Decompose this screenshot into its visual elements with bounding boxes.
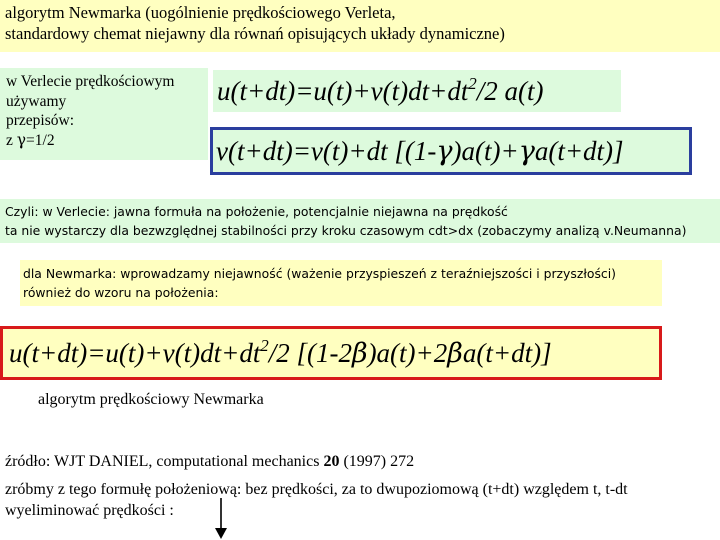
position-equation-exponent: 2 <box>468 74 477 94</box>
source-prefix: źródło: WJT DANIEL, computational mechanics <box>5 453 324 470</box>
equation-caption: algorytm prędkościowy Newmarka <box>38 391 264 408</box>
conclusion-box <box>0 199 720 243</box>
title-line-2: standardowy chemat niejawny dla równań opisujących układy dynamiczne) <box>5 24 505 43</box>
position-equation-part-2: /2 a(t) <box>476 76 544 106</box>
newmark-note-box <box>20 260 662 306</box>
final-instruction <box>5 479 628 521</box>
position-equation <box>213 70 621 112</box>
newmark-equation-exponent: 2 <box>260 336 269 356</box>
gamma-symbol-2: γ <box>518 136 535 167</box>
final-instruction-line-1: zróbmy z tego formułę położeniową: bez prędkości, za to dwupoziomową (t+dt) względem t, t-dt <box>5 481 628 498</box>
velocity-equation <box>210 127 692 175</box>
newmark-equation-part-3: )a(t)+2 <box>367 338 448 368</box>
beta-symbol-1: β <box>351 338 368 369</box>
newmark-equation-part-1: u(t+dt)=u(t)+v(t)dt+dt <box>9 338 261 368</box>
newmark-equation-part-2: /2 [(1-2 <box>268 338 352 368</box>
gamma-symbol: γ <box>16 130 27 149</box>
velocity-equation-part-2: )a(t)+ <box>452 136 519 166</box>
velocity-equation-part-3: a(t+dt)] <box>534 136 624 166</box>
velocity-equation-part-1: v(t+dt)=v(t)+dt [(1- <box>216 136 437 166</box>
newmark-note-line-2: również do wzoru na położenia: <box>23 285 219 300</box>
newmark-position-equation <box>0 326 662 380</box>
down-arrow-icon <box>211 498 231 540</box>
verlet-note-line-3: przepisów: <box>6 112 75 129</box>
verlet-note-line-4 <box>6 131 208 151</box>
source-volume: 20 <box>323 453 340 470</box>
verlet-note-box <box>0 68 208 160</box>
source-citation <box>5 451 414 472</box>
source-suffix: (1997) 272 <box>339 453 415 470</box>
conclusion-line-2: ta nie wystarczy dla bezwzględnej stabilności przy kroku czasowym cdt>dx (zobaczymy analizą v.Neumanna) <box>5 223 687 238</box>
verlet-note-line-2: używamy <box>6 92 67 110</box>
title-line-1: algorytm Newmarka (uogólnienie prędkościowego Verleta, <box>5 3 396 22</box>
gamma-symbol-1: γ <box>436 136 453 167</box>
verlet-note-prefix: z <box>6 131 17 149</box>
verlet-note-line-1: w Verlecie prędkościowym <box>6 73 175 90</box>
newmark-equation-part-4: a(t+dt)] <box>462 338 552 368</box>
title-box <box>0 0 720 52</box>
conclusion-line-1: Czyli: w Verlecie: jawna formuła na położenie, potencjalnie niejawna na prędkość <box>5 204 508 219</box>
verlet-note-value: =1/2 <box>26 131 55 149</box>
position-equation-part-1: u(t+dt)=u(t)+v(t)dt+dt <box>217 76 469 106</box>
beta-symbol-2: β <box>447 338 463 369</box>
newmark-note-line-1: dla Newmarka: wprowadzamy niejawność (ważenie przyspieszeń z teraźniejszości i przyszłości) <box>23 266 616 281</box>
final-instruction-line-2: wyeliminować prędkości : <box>5 502 174 519</box>
